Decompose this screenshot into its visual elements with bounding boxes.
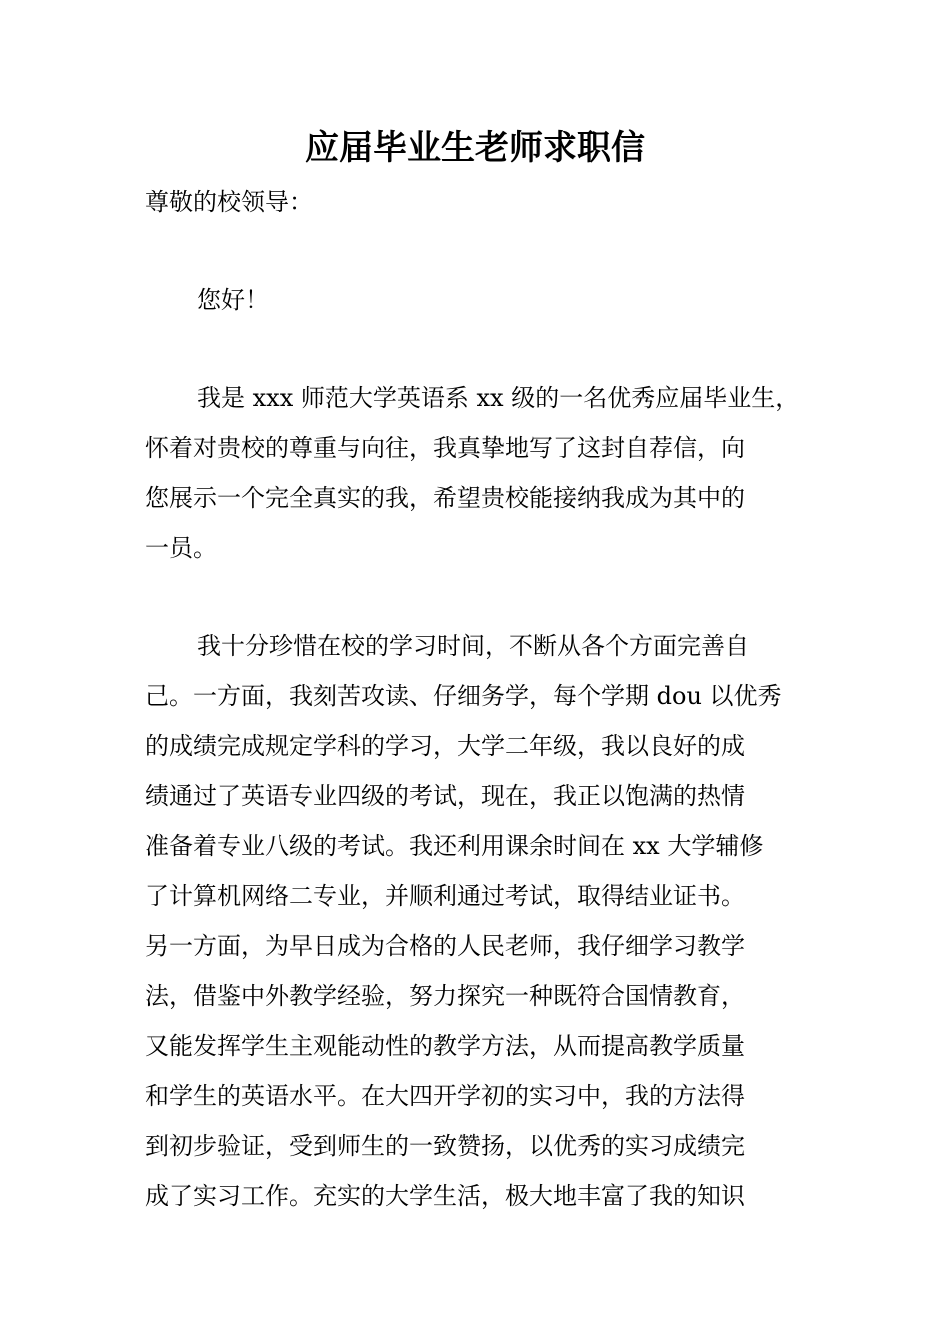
paragraph-line: 己。一方面，我刻苦攻读、仔细务学，每个学期 dou 以优秀 bbox=[145, 682, 782, 710]
paragraph-line: 您展示一个完全真实的我，希望贵校能接纳我成为其中的 bbox=[145, 484, 745, 512]
paragraph-2 bbox=[145, 621, 782, 1221]
paragraph-line: 准备着专业八级的考试。我还利用课余时间在 xx 大学辅修 bbox=[145, 832, 764, 860]
paragraph-line: 成了实习工作。充实的大学生活，极大地丰富了我的知识 bbox=[145, 1182, 745, 1210]
paragraph-line: 又能发挥学生主观能动性的教学方法，从而提高教学质量 bbox=[145, 1032, 745, 1060]
paragraph-line: 了计算机网络二专业，并顺利通过考试，取得结业证书。 bbox=[145, 882, 745, 910]
paragraph-line: 我十分珍惜在校的学习时间，不断从各个方面完善自 bbox=[197, 632, 749, 660]
greeting-line: 您好！ bbox=[197, 286, 269, 314]
greeting bbox=[145, 275, 269, 325]
paragraph-line: 一员。 bbox=[145, 534, 217, 562]
paragraph-line: 我是 xxx 师范大学英语系 xx 级的一名优秀应届毕业生， bbox=[197, 384, 800, 412]
salutation-line: 尊敬的校领导： bbox=[145, 188, 313, 216]
paragraph-line: 怀着对贵校的尊重与向往，我真挚地写了这封自荐信，向 bbox=[145, 434, 745, 462]
document-title: 应届毕业生老师求职信 bbox=[305, 128, 645, 168]
paragraph-line: 绩通过了英语专业四级的考试，现在，我正以饱满的热情 bbox=[145, 782, 745, 810]
paragraph-line: 法，借鉴中外教学经验，努力探究一种既符合国情教育， bbox=[145, 982, 745, 1010]
paragraph-line: 和学生的英语水平。在大四开学初的实习中，我的方法得 bbox=[145, 1082, 745, 1110]
paragraph-line: 到初步验证，受到师生的一致赞扬，以优秀的实习成绩完 bbox=[145, 1132, 745, 1160]
paragraph-line: 另一方面，为早日成为合格的人民老师，我仔细学习教学 bbox=[145, 932, 745, 960]
salutation bbox=[145, 177, 313, 227]
paragraph-line: 的成绩完成规定学科的学习，大学二年级，我以良好的成 bbox=[145, 732, 745, 760]
paragraph-1 bbox=[145, 373, 799, 573]
